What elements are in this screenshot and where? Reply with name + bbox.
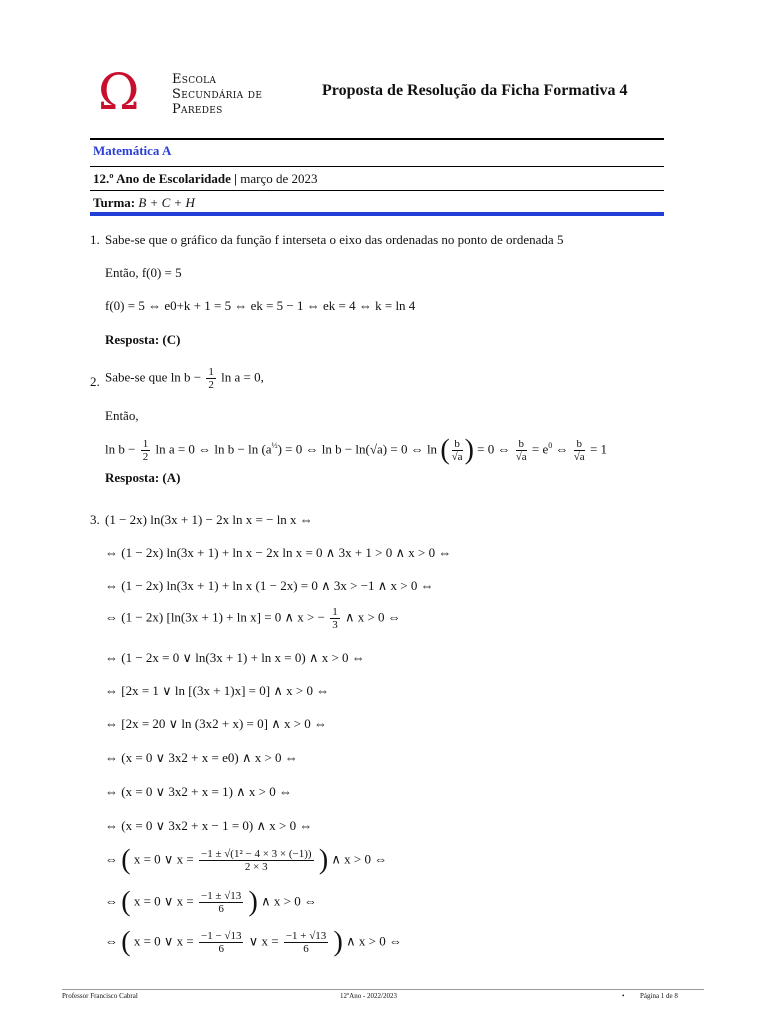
q2-statement-post: ln a = 0, [221,369,264,385]
q3-number: 3. [90,512,100,527]
q3-line: ⇔ (x = 0 ∨ 3x2 + x − 1 = 0) ∧ x > 0 ⇔ [105,818,313,833]
q1-line2: f(0) = 5 ⇔ e0+k + 1 = 5 ⇔ ek = 5 − 1 ⇔ ek = 4 ⇔ k = ln 4 [105,298,416,313]
turma-label: Turma: [93,195,136,210]
school-line-2: Secundária de [172,87,263,102]
q3-line-frac: ⇔ (1 − 2x) [ln(3x + 1) + ln x] = 0 ∧ x > − $\frac{1}{3}$ ∧ x > 0 ⇔ [105,606,401,631]
fraction: $\frac{1}{2}$ [208,366,214,391]
q3-quadratic-1: ⇔ ( x = 0 ∨ x = $\frac{\text{−1 ± √(1² − 4 × 3 × (−1))}}{2 \times 3}$ ) ∧ x > 0 ⇔ [105,844,388,876]
document-title: Proposta de Resolução da Ficha Formativa 4 [322,82,628,99]
q3-line: ⇔ (1 − 2x) ln(3x + 1) + ln x − 2x ln x = 0 ∧ 3x + 1 > 0 ∧ x > 0 ⇔ [105,545,452,560]
footer-year: 12ºAno - 2022/2023 [340,992,398,1000]
q2-number: 2. [90,374,100,389]
q2-then: Então, [105,408,139,423]
q3-line: ⇔ (1 − 2x) ln(3x + 1) + ln x (1 − 2x) = 0 ∧ 3x > −1 ∧ x > 0 ⇔ [105,578,434,593]
q2-equation: ln b − $\frac{1}{2}$ ln a = 0 ⇔ $\ln b - \ln (a^{\frac{1}{2}}) = 0$ ⇔ ln b − ln(√a) = 0 ⇔ ln ( $\frac{b}{√a}$ ) = 0 ⇔ $\frac{b}{√a}$ = $e^0$ ⇔ $\frac{b}{√a}$ = 1 [105,434,608,466]
school-name [172,72,262,117]
q3-line: ⇔ [2x = 1 ∨ ln [(3x + 1)x] = 0] ∧ x > 0 ⇔ [105,683,330,698]
q1-number: 1. [90,232,100,247]
divider [90,190,664,191]
divider [90,138,664,140]
q3-line: (1 − 2x) ln(3x + 1) − 2x ln x = − ln x ⇔ [105,512,313,527]
year-line [93,171,318,187]
school-line-1: Escola [172,72,217,87]
footer-page: Página 1 de 8 [640,992,678,1000]
q1-statement: Sabe-se que o gráfico da função f interseta o eixo das ordenadas no ponto de ordenada 5 [105,232,564,247]
turma-value: B + C + H [138,195,195,210]
q3-quadratic-2: ⇔ ( x = 0 ∨ x = $\frac{-1 \pm √13}{6}$ ) ∧ x > 0 ⇔ [105,886,317,918]
year-label: 12.º Ano de Escolaridade | [93,171,238,186]
footer-author: Professor Francisco Cabral [62,992,138,1000]
q2-answer: Resposta: (A) [105,470,181,485]
q3-quadratic-3: ⇔ ( x = 0 ∨ x = $\frac{-1 - √13}{6}$ ∨ x = $\frac{-1 + √13}{6}$ ) ∧ x > 0 ⇔ [105,926,402,958]
q3-line: ⇔ [2x = 20 ∨ ln (3x2 + x) = 0] ∧ x > 0 ⇔ [105,716,328,731]
divider [90,166,664,167]
q1-answer: Resposta: (C) [105,332,181,347]
subject: Matemática A [93,143,172,158]
blue-divider [90,212,664,216]
footer-divider [62,989,704,990]
q3-line: ⇔ (x = 0 ∨ 3x2 + x = 1) ∧ x > 0 ⇔ [105,784,293,799]
q2-statement-pre: Sabe-se que ln b − [105,369,202,385]
date: março de 2023 [240,171,318,186]
q1-line1: Então, f(0) = 5 [105,265,182,280]
q3-line: ⇔ (1 − 2x) [ln(3x + 1) + ln x] = 0 ∧ x > − [105,609,325,625]
footer-bullet: • [622,992,625,1000]
turma-line [93,195,195,211]
q2-statement [105,366,264,391]
school-logo: Ω [98,63,140,121]
q3-line: ⇔ (x = 0 ∨ 3x2 + x = e0) ∧ x > 0 ⇔ [105,750,298,765]
school-line-3: Paredes [172,102,223,117]
q3-line: ⇔ (1 − 2x = 0 ∨ ln(3x + 1) + ln x = 0) ∧ x > 0 ⇔ [105,650,365,665]
